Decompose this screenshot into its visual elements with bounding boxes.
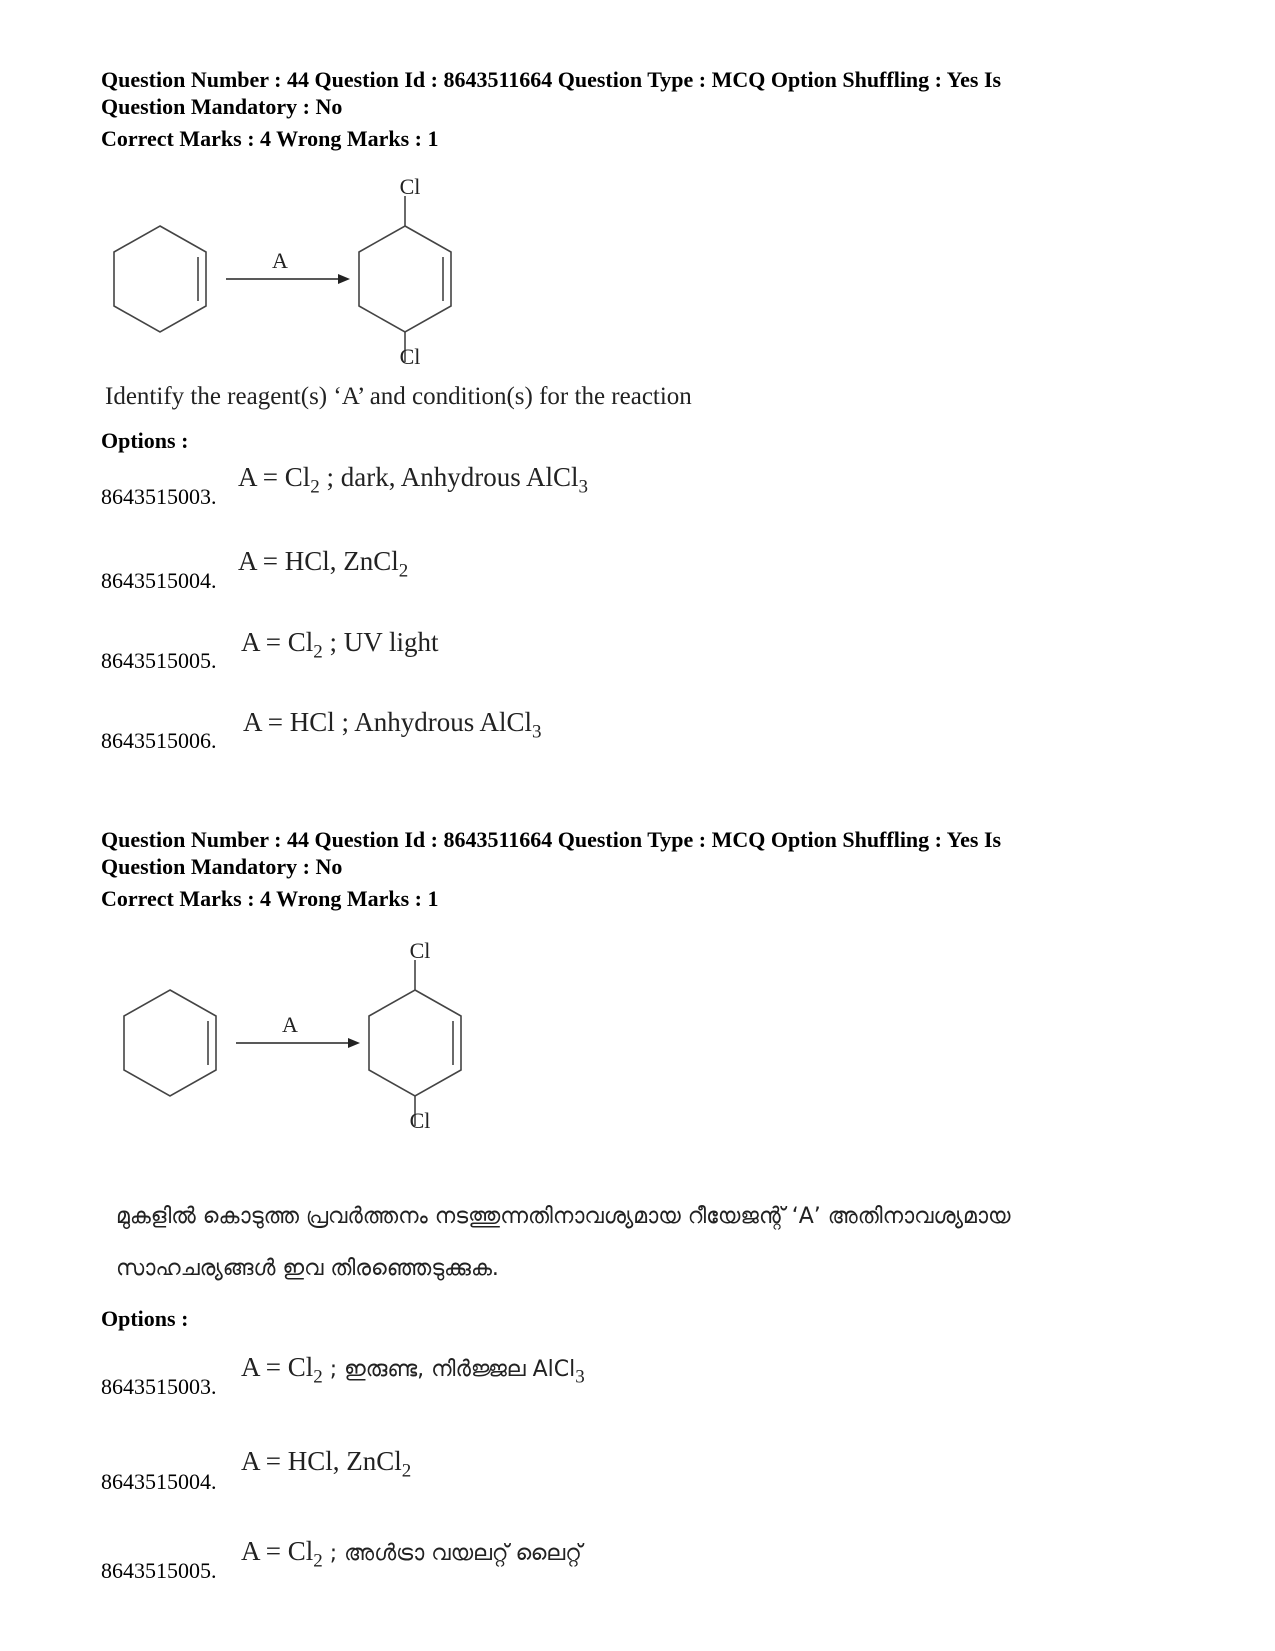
cyclohexene-ring [124, 990, 216, 1096]
option-text: A = HCl ; Anhydrous AlCl$_3$ [243, 707, 542, 743]
question-text-line1: മുകളിൽ കൊടുത്ത പ്രവർത്തനം നടത്തുന്നതിനാവശ്യമായ റീയേജന്റ് ‘A’ അതിനാവശ്യമായ [116, 1204, 1011, 1229]
arrowhead [338, 274, 350, 284]
marks-line: Correct Marks : 4 Wrong Marks : 1 [101, 126, 439, 151]
option-id: 8643515005. [101, 1558, 217, 1583]
reaction-diagram [100, 172, 480, 382]
dichlorocyclohexene-ring [369, 990, 461, 1096]
reaction-diagram [110, 936, 490, 1146]
option-id: 8643515005. [101, 648, 217, 673]
reagent-label: A [272, 248, 288, 273]
question-header-line2: Question Mandatory : No [101, 854, 343, 879]
option-id: 8643515004. [101, 568, 217, 593]
question-header-line1: Question Number : 44 Question Id : 8643511664 Question Type : MCQ Option Shuffling : Yes Is [101, 827, 1002, 852]
option-id: 8643515006. [101, 728, 217, 753]
option-text: $A = Cl_2$ ; dark, Anhydrous AlCl$_3$ [238, 462, 589, 498]
reagent-label: A [282, 1012, 298, 1037]
cyclohexene-ring [114, 226, 206, 332]
option-text: $A = Cl_2$ ; ഇരുണ്ട, നിർജ്ജല AlCl$_3$ [241, 1352, 585, 1388]
question-header-line1: Question Number : 44 Question Id : 8643511664 Question Type : MCQ Option Shuffling : Yes Is [101, 67, 1002, 92]
question-text: Identify the reagent(s) ‘A’ and condition(s) for the reaction [105, 383, 692, 410]
arrowhead [348, 1038, 360, 1048]
option-id: 8643515004. [101, 1469, 217, 1494]
question-text-line2: സാഹചര്യങ്ങൾ ഇവ തിരഞ്ഞെടുക്കുക. [116, 1256, 499, 1281]
option-id: 8643515003. [101, 484, 217, 509]
bottom-cl-label: Cl [399, 344, 421, 369]
option-text: A = HCl, ZnCl$_2$ [238, 546, 409, 582]
options-label: Options : [101, 428, 189, 453]
marks-line: Correct Marks : 4 Wrong Marks : 1 [101, 886, 439, 911]
top-cl-label: Cl [399, 174, 421, 199]
question-header-line2: Question Mandatory : No [101, 94, 343, 119]
option-text: A = HCl, ZnCl$_2$ [241, 1446, 412, 1482]
option-id: 8643515003. [101, 1374, 217, 1399]
top-cl-label: Cl [409, 938, 431, 963]
option-text: $A = Cl_2$ ; UV light [241, 627, 439, 663]
options-label: Options : [101, 1306, 189, 1331]
dichlorocyclohexene-ring [359, 226, 451, 332]
option-text: $A = Cl_2$ ; അൾട്രാ വയലറ്റ് ലൈറ്റ് [241, 1536, 582, 1572]
bottom-cl-label: Cl [409, 1108, 431, 1133]
